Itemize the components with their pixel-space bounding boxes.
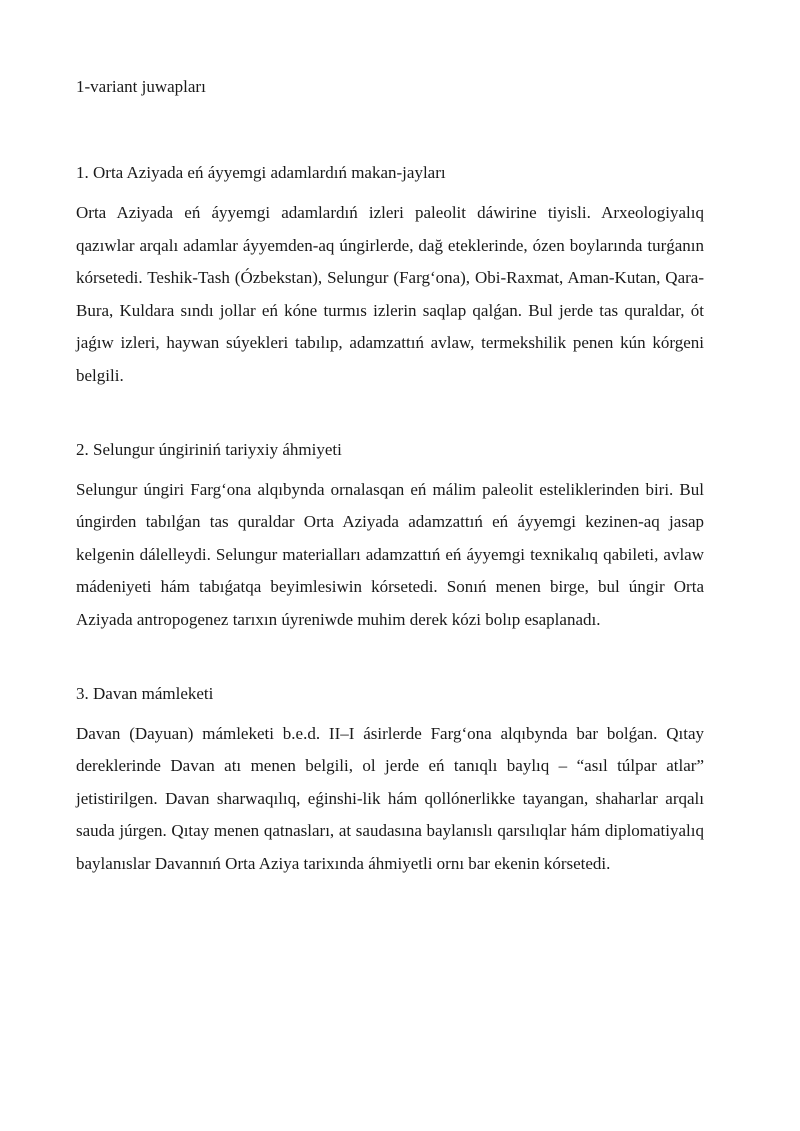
section-paragraph: Orta Aziyada eń áyyemgi adamlardıń izleri paleolit dáwirine tiyisli. Arxeologiyalıq qazıwlar arqalı adamlar áyyemden-aq úngirlerde, dağ eteklerinde, ózen boylarında turǵanın kórsetedi. Teshik-Tash (Ózbekstan), Selungur (Farg‘ona), Obi-Raxmat, Aman-Kutan, Qara-Bura, Kuldara sındı jollar eń kóne turmıs izlerin saqlap qalǵan. Bul jerde tas quraldar, ót jaǵıw izleri, haywan súyekleri tabılıp, adamzattıń avlaw, termekshilik penen kún kórgeni belgili. <box>76 203 704 385</box>
section-heading: 1. Orta Aziyada eń áyyemgi adamlardıń makan-jayları <box>76 163 446 182</box>
section-heading: 2. Selungur úngiriniń tariyxiy áhmiyeti <box>76 439 342 459</box>
document-page <box>76 76 704 881</box>
section-heading: 3. Davan mámleketi <box>76 683 214 703</box>
section-paragraph: Selungur úngiri Farg‘ona alqıbynda ornalasqan eń málim paleolit esteliklerinden biri. Bul úngirden tabılǵan tas quraldar Orta Aziyada adamzattıń eń áyyemgi kezinen-aq jasap kelgenin dálelleydi. Selungur materialları adamzattıń eń áyyemgi texnikalıq qabileti, avlaw mádeniyeti hám tabıǵatqa beyimlesiwin kórsetedi. Sonıń menen birge, bul úngir Orta Aziyada antropogenez tarıxın úyreniwde muhim derek kózi bolıp esaplanadı. <box>76 479 704 629</box>
section-paragraph: Davan (Dayuan) mámleketi b.e.d. II–I ásirlerde Farg‘ona alqıbynda bar bolǵan. Qıtay dereklerinde Davan atı menen belgili, ol jerde eń tanıqlı baylıq – “asıl túlpar atlar” jetistirilgen. Davan sharwaqılıq, eǵinshi-lik hám qollónerlikke tayangan, shaharlar arqalı sauda júrgen. Qıtay menen qatnasları, at saudasına baylanıslı qarsılıqlar hám diplomatiyalıq baylanıslar Davannıń Orta Aziya tarixında áhmiyetli ornı bar ekenin kórsetedi. <box>76 723 704 873</box>
document-title: 1-variant juwapları <box>76 77 206 96</box>
answer-section-2 <box>76 439 704 637</box>
answer-section-3 <box>76 683 704 881</box>
answer-section-1 <box>76 162 704 393</box>
